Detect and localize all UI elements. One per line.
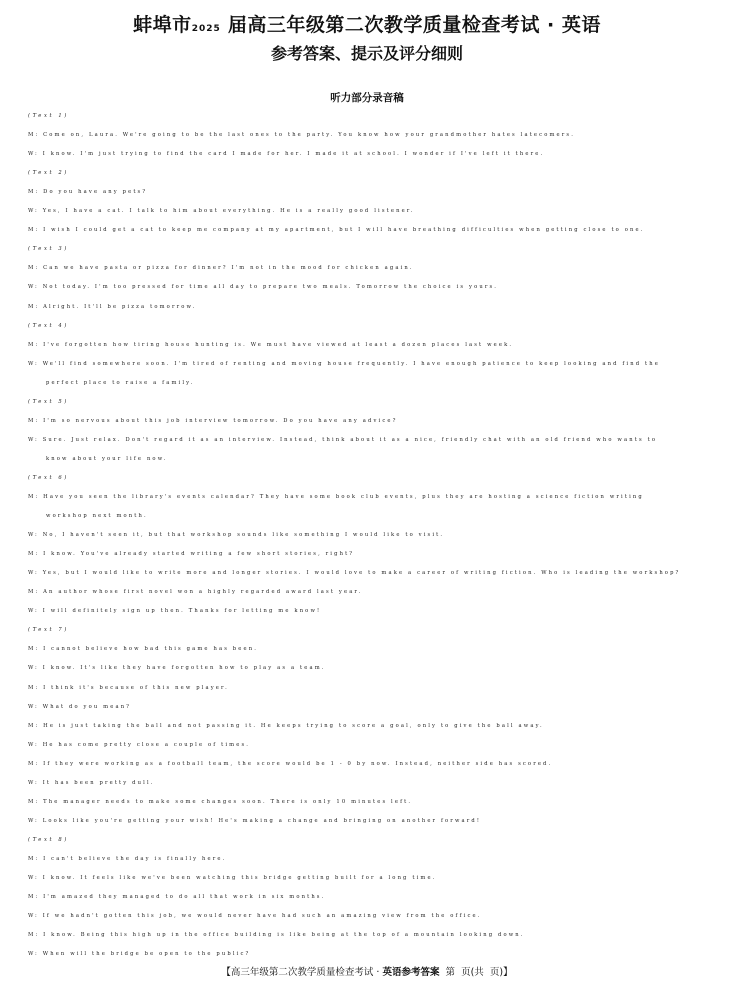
text-number: (Text 7) bbox=[28, 627, 69, 634]
transcript-line: M: I'm so nervous about this job interview tomorrow. Do you have any advice? bbox=[28, 417, 398, 424]
transcript-line: W: What do you mean? bbox=[28, 703, 132, 710]
transcript-line: M: I think it's because of this new player. bbox=[28, 684, 229, 691]
text-number: (Text 4) bbox=[28, 322, 69, 329]
transcript-line: M: Have you seen the library's events calendar? They have some book club events, plus they are hosting a science fiction writing bbox=[28, 494, 644, 500]
transcript-line: M: The manager needs to make some changes soon. There is only 10 minutes left. bbox=[28, 798, 413, 805]
transcript-line: M: Alright. It'll be pizza tomorrow. bbox=[28, 303, 197, 310]
transcript-line: M: I wish I could get a cat to keep me company at my apartment, but I will have breathing difficulties when getting close to one. bbox=[28, 227, 645, 234]
transcript-line: W: I know. It's like they have forgotten how to play as a team. bbox=[28, 665, 326, 672]
transcript-line: W: Not today. I'm too pressed for time all day to prepare two meals. Tomorrow the choice is yours. bbox=[28, 284, 499, 291]
transcript-line: M: I know. You've already started writing a few short stories, right? bbox=[28, 551, 355, 558]
transcript-line: M: I'm amazed they managed to do all that work in six months. bbox=[28, 894, 326, 901]
transcript-line: W: If we hadn't gotten this job, we would never have had such an amazing view from the office. bbox=[28, 913, 482, 920]
transcript-line: M: If they were working as a football team, the score would be 1 - 0 by now. Instead, neither side has scored. bbox=[28, 760, 553, 767]
footer-exam: 【高三年级第二次教学质量检查考试 · bbox=[221, 967, 383, 978]
transcript-line: M: I can't believe the day is finally here. bbox=[28, 855, 227, 862]
transcript-line: M: Can we have pasta or pizza for dinner? I'm not in the mood for chicken again. bbox=[28, 265, 414, 272]
transcript-line: W: I will definitely sign up then. Thanks for letting me know! bbox=[28, 608, 322, 615]
title-exam: 届高三年级第二次教学质量检查考试 · 英语 bbox=[220, 14, 601, 36]
transcript-line: W: No, I haven't seen it, but that workshop sounds like something I would like to visit. bbox=[28, 532, 445, 539]
title-year: 2025 bbox=[191, 24, 221, 34]
transcript-line: M: Do you have any pets? bbox=[28, 189, 148, 196]
transcript-line: W: He has come pretty close a couple of times. bbox=[28, 741, 251, 748]
transcript-line: M: Come on, Laura. We're going to be the last ones to the party. You know how your grandmother hates latecomers. bbox=[28, 132, 576, 139]
transcript-line: know about your life now. bbox=[46, 455, 168, 462]
text-number: (Text 5) bbox=[28, 398, 69, 405]
transcript-line: M: I've forgotten how tiring house hunting is. We must have viewed at least a dozen places last week. bbox=[28, 341, 514, 348]
text-number: (Text 6) bbox=[28, 474, 69, 481]
transcript-line: M: He is just taking the ball and not passing it. He keeps trying to score a goal, only to give the ball away. bbox=[28, 722, 544, 729]
transcript-line: W: I know. I'm just trying to find the card I made for her. I made it at school. I wonder if I've left it there. bbox=[28, 151, 545, 158]
transcript-line: W: Looks like you're getting your wish! He's making a change and bringing on another forward! bbox=[28, 817, 482, 824]
text-number: (Text 8) bbox=[28, 836, 69, 843]
transcript-line: M: An author whose first novel won a highly regarded award last year. bbox=[28, 589, 363, 596]
document-title bbox=[0, 10, 734, 37]
document-subtitle: 参考答案、提示及评分细则 bbox=[270, 44, 463, 63]
transcript-line: W: We'll find somewhere soon. I'm tired of renting and moving house frequently. I have enough patience to keep looking and find the bbox=[28, 360, 660, 367]
text-number: (Text 2) bbox=[28, 170, 69, 177]
transcript-line: W: It has been pretty dull. bbox=[28, 779, 155, 786]
section-heading: 听力部分录音稿 bbox=[330, 92, 404, 104]
page-footer bbox=[0, 964, 734, 978]
footer-page-total: 页(共 bbox=[461, 967, 484, 978]
transcript-line: W: Sure. Just relax. Don't regard it as an interview. Instead, think about it as a nice, friendly chat with an old friend who wants to bbox=[28, 436, 658, 443]
transcript-line: W: Yes, but I would like to write more and longer stories. I would love to make a career of writing fiction. Who is leading the workshop? bbox=[28, 570, 681, 577]
title-city: 蚌埠市 bbox=[133, 14, 192, 36]
transcript-line: workshop next month. bbox=[46, 513, 148, 520]
transcript-line: W: When will the bridge be open to the public? bbox=[28, 951, 251, 958]
transcript-line: perfect place to raise a family. bbox=[46, 379, 195, 386]
transcript-line: W: I know. It feels like we've been watching this bridge getting built for a long time. bbox=[28, 875, 437, 881]
transcript-line: W: Yes, I have a cat. I talk to him about everything. He is a really good listener. bbox=[28, 208, 415, 215]
footer-page-label: 第 bbox=[445, 967, 456, 978]
text-number: (Text 1) bbox=[28, 113, 69, 119]
footer-page-end: 页)】 bbox=[489, 967, 513, 978]
transcript-line: M: I know. Being this high up in the office building is like being at the top of a mountain looking down. bbox=[28, 932, 525, 939]
transcript-line: M: I cannot believe how bad this game has been. bbox=[28, 646, 259, 653]
footer-doc: 英语参考答案 bbox=[382, 967, 440, 978]
text-number: (Text 3) bbox=[28, 246, 69, 253]
